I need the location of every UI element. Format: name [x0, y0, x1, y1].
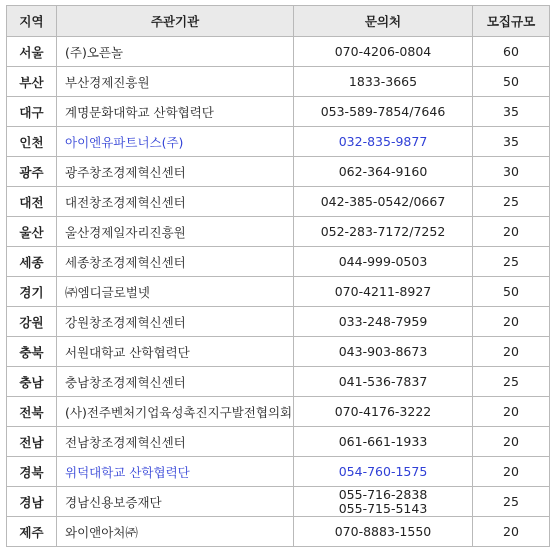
table-row [7, 277, 550, 307]
phone-number: 055-716-2838 [338, 486, 428, 502]
contact-cell [294, 157, 473, 187]
contact-cell [294, 397, 473, 427]
region-cell: 전남 [7, 427, 57, 457]
header-contact: 문의처 [294, 6, 473, 37]
organization-cell: (사)전주벤처기업육성촉진지구발전협의회 [57, 397, 294, 427]
organization-cell: 강원창조경제혁신센터 [57, 307, 294, 337]
organization-cell: 와이앤아처㈜ [57, 517, 294, 547]
contact-cell [294, 427, 473, 457]
recruitment-table [6, 5, 550, 547]
phone-number: 054-760-1575 [338, 463, 428, 479]
phone-number: 070-4176-3222 [334, 403, 432, 419]
table-header-row [7, 6, 550, 37]
region-cell: 서울 [7, 37, 57, 67]
region-cell: 대구 [7, 97, 57, 127]
table-row [7, 307, 550, 337]
contact-cell [294, 307, 473, 337]
phone-number: 070-8883-1550 [334, 523, 432, 539]
phone-number: 062-364-9160 [338, 163, 428, 179]
phone-number: 053-589-7854/7646 [320, 103, 446, 119]
organization-cell: (주)오픈놀 [57, 37, 294, 67]
contact-cell [294, 457, 473, 487]
contact-cell [294, 247, 473, 277]
table-row [7, 187, 550, 217]
organization-cell: ㈜엠디글로벌넷 [57, 277, 294, 307]
region-cell: 경남 [7, 487, 57, 517]
phone-number: 041-536-7837 [338, 373, 428, 389]
organization-cell: 서원대학교 산학협력단 [57, 337, 294, 367]
organization-cell: 아이엔유파트너스(주) [57, 127, 294, 157]
region-cell: 부산 [7, 67, 57, 97]
contact-cell [294, 337, 473, 367]
region-cell: 인천 [7, 127, 57, 157]
organization-cell: 전남창조경제혁신센터 [57, 427, 294, 457]
organization-cell: 계명문화대학교 산학협력단 [57, 97, 294, 127]
region-cell: 울산 [7, 217, 57, 247]
table-row [7, 127, 550, 157]
organization-cell: 충남창조경제혁신센터 [57, 367, 294, 397]
table-row [7, 457, 550, 487]
organization-cell: 광주창조경제혁신센터 [57, 157, 294, 187]
organization-cell: 경남신용보증재단 [57, 487, 294, 517]
phone-number: 043-903-8673 [338, 343, 428, 359]
table-row [7, 157, 550, 187]
header-capacity: 모집규모 [473, 6, 550, 37]
capacity-cell: 20 [473, 517, 550, 547]
capacity-cell: 20 [473, 217, 550, 247]
table-row [7, 367, 550, 397]
contact-cell [294, 97, 473, 127]
phone-number: 1833-3665 [348, 73, 418, 89]
header-region: 지역 [7, 6, 57, 37]
table-row [7, 217, 550, 247]
contact-cell [294, 217, 473, 247]
capacity-cell: 20 [473, 457, 550, 487]
capacity-cell: 20 [473, 337, 550, 367]
region-cell: 충남 [7, 367, 57, 397]
phone-number: 033-248-7959 [338, 313, 428, 329]
contact-cell [294, 187, 473, 217]
capacity-cell: 50 [473, 67, 550, 97]
table-row [7, 487, 550, 517]
contact-cell [294, 487, 473, 517]
contact-cell [294, 67, 473, 97]
capacity-cell: 50 [473, 277, 550, 307]
phone-number: 052-283-7172/7252 [320, 223, 446, 239]
capacity-cell: 25 [473, 487, 550, 517]
contact-cell [294, 517, 473, 547]
region-cell: 경북 [7, 457, 57, 487]
region-cell: 세종 [7, 247, 57, 277]
capacity-cell: 35 [473, 97, 550, 127]
table-row [7, 517, 550, 547]
capacity-cell: 25 [473, 367, 550, 397]
phone-number: 055-715-5143 [338, 500, 428, 516]
organization-cell: 울산경제일자리진흥원 [57, 217, 294, 247]
table-row [7, 37, 550, 67]
contact-cell [294, 367, 473, 397]
table-body [7, 37, 550, 547]
contact-cell [294, 37, 473, 67]
table-row [7, 427, 550, 457]
contact-cell [294, 277, 473, 307]
phone-number: 042-385-0542/0667 [320, 193, 446, 209]
table-row [7, 97, 550, 127]
capacity-cell: 60 [473, 37, 550, 67]
capacity-cell: 20 [473, 397, 550, 427]
organization-cell: 세종창조경제혁신센터 [57, 247, 294, 277]
capacity-cell: 35 [473, 127, 550, 157]
phone-number: 070-4206-0804 [334, 43, 432, 59]
phone-number: 061-661-1933 [338, 433, 428, 449]
phone-number: 044-999-0503 [338, 253, 428, 269]
region-cell: 경기 [7, 277, 57, 307]
region-cell: 충북 [7, 337, 57, 367]
region-cell: 광주 [7, 157, 57, 187]
table-row [7, 67, 550, 97]
organization-cell: 부산경제진흥원 [57, 67, 294, 97]
phone-number: 070-4211-8927 [334, 283, 432, 299]
organization-cell: 위덕대학교 산학협력단 [57, 457, 294, 487]
phone-number: 032-835-9877 [338, 133, 428, 149]
table-row [7, 337, 550, 367]
table-row [7, 397, 550, 427]
region-cell: 대전 [7, 187, 57, 217]
region-cell: 제주 [7, 517, 57, 547]
organization-cell: 대전창조경제혁신센터 [57, 187, 294, 217]
region-cell: 강원 [7, 307, 57, 337]
contact-cell [294, 127, 473, 157]
capacity-cell: 25 [473, 247, 550, 277]
capacity-cell: 20 [473, 427, 550, 457]
table-row [7, 247, 550, 277]
region-cell: 전북 [7, 397, 57, 427]
capacity-cell: 30 [473, 157, 550, 187]
header-organization: 주관기관 [57, 6, 294, 37]
capacity-cell: 20 [473, 307, 550, 337]
capacity-cell: 25 [473, 187, 550, 217]
